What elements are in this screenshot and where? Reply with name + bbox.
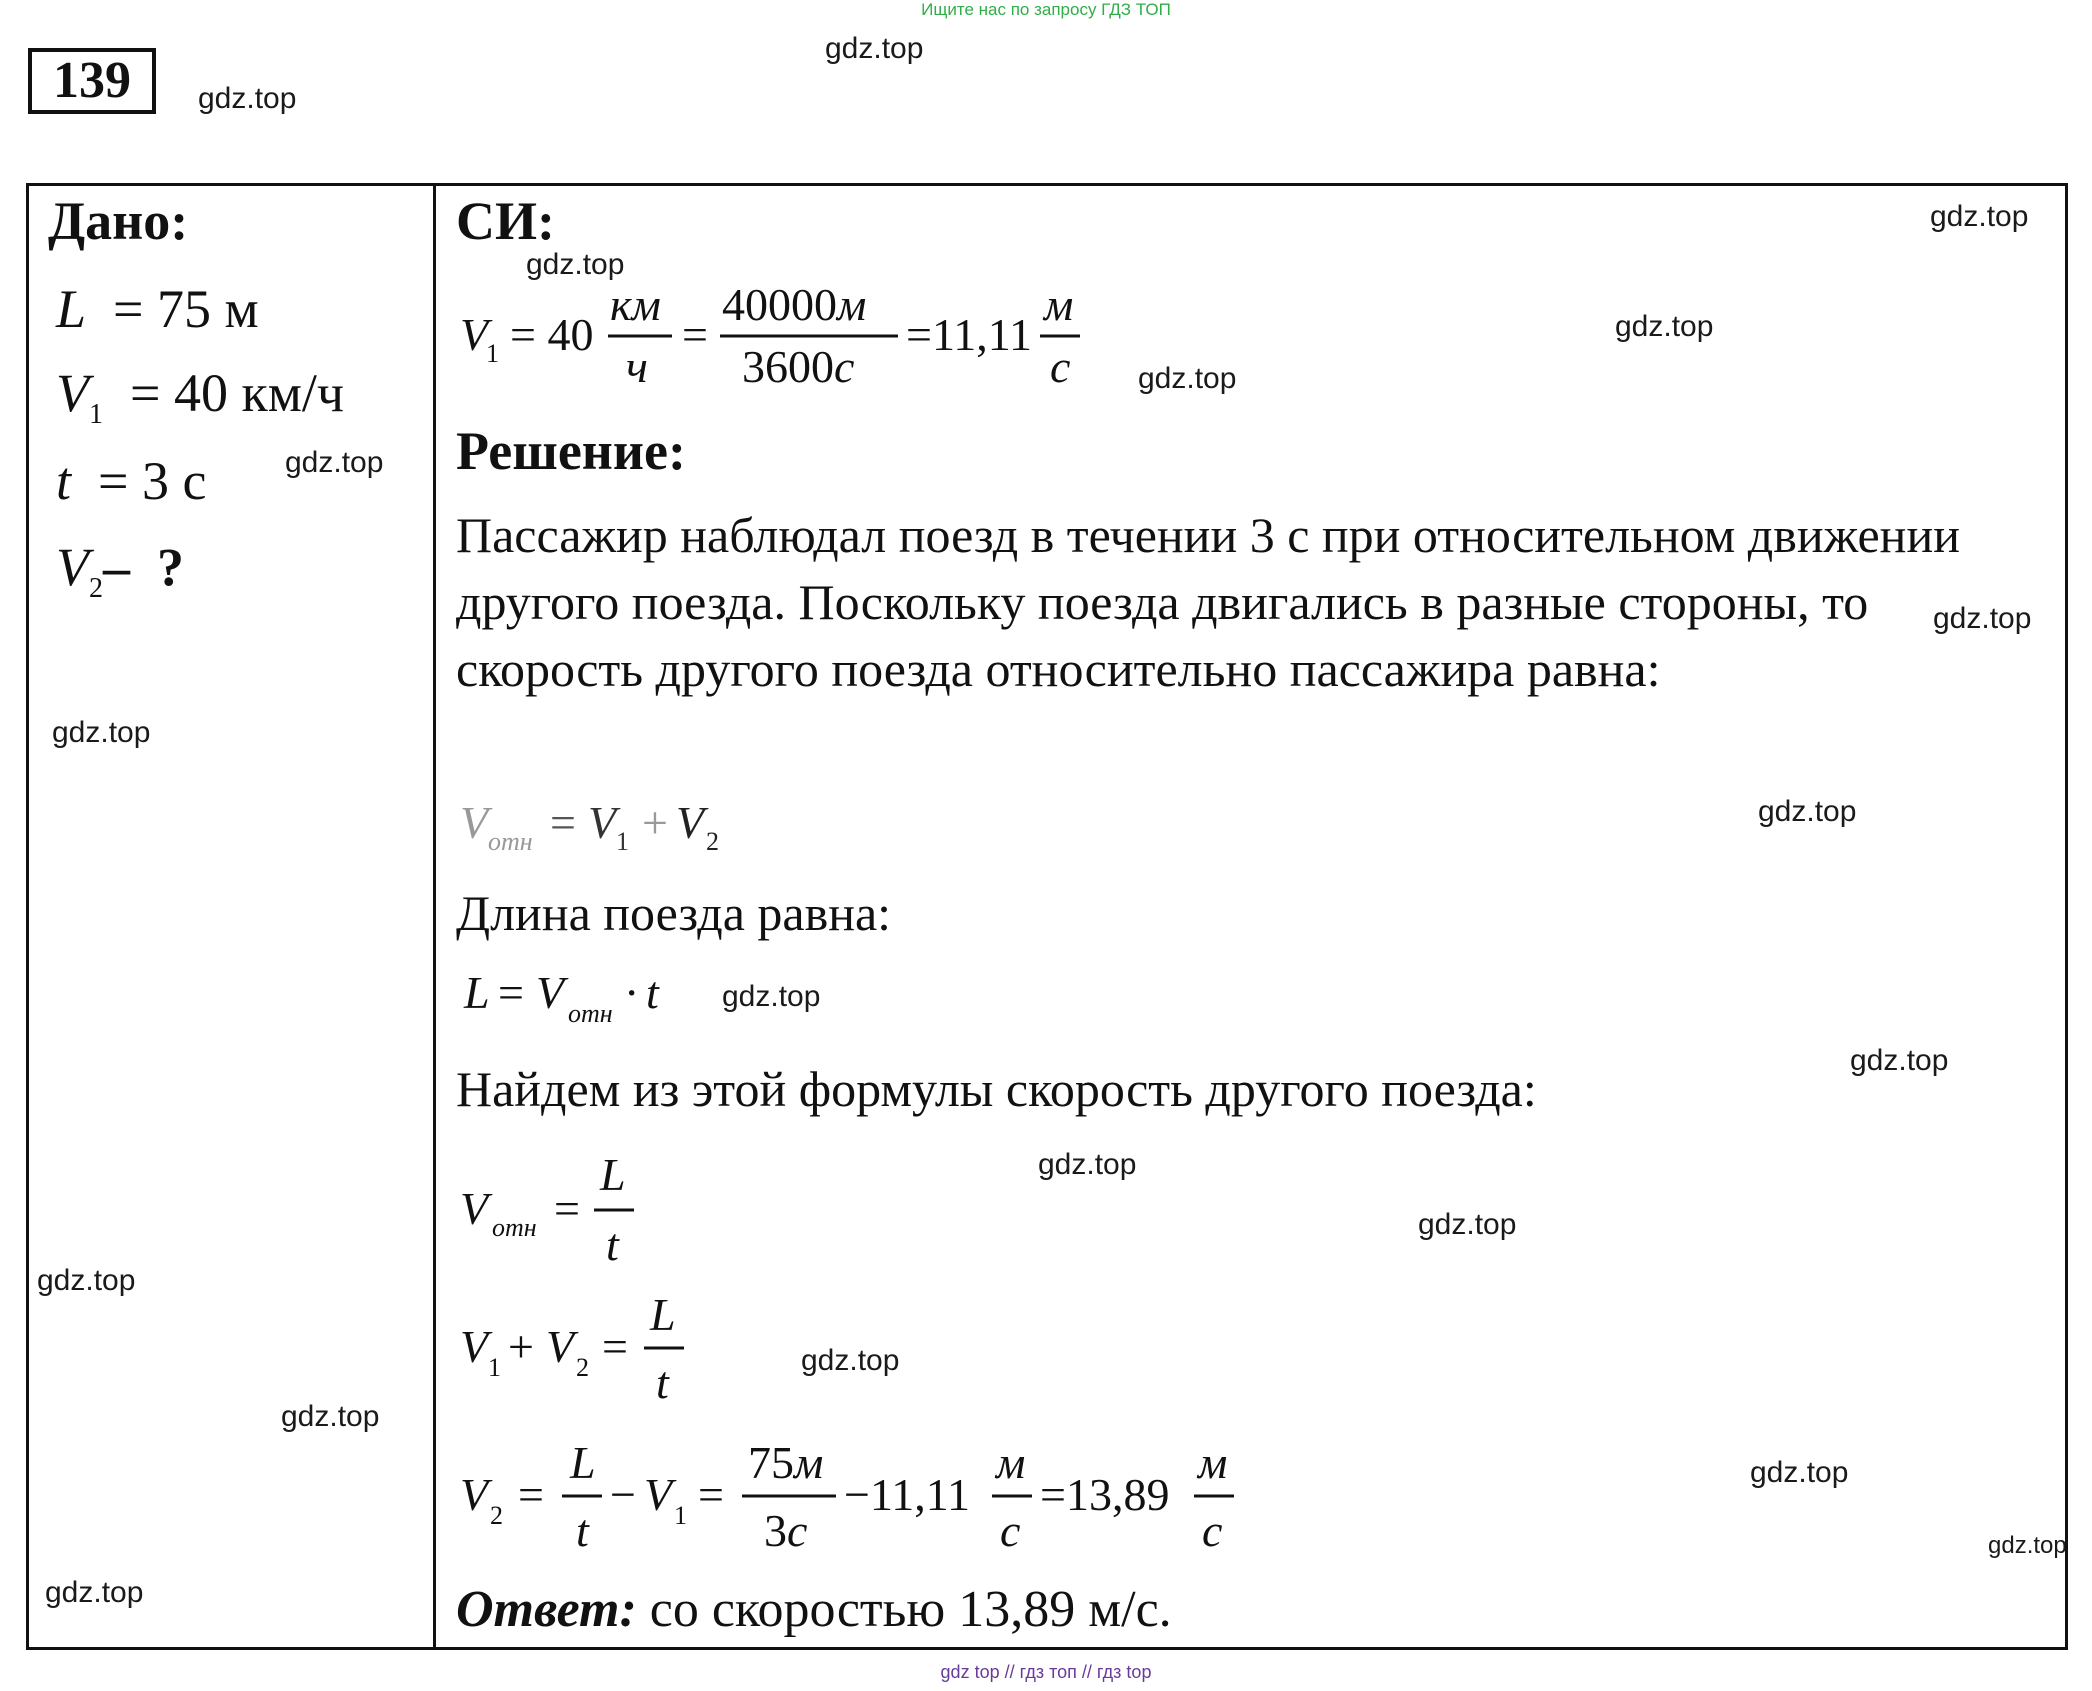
svg-text:=: = [682, 309, 708, 360]
watermark: gdz.top [198, 82, 297, 115]
svg-text:ч: ч [626, 341, 648, 392]
answer-text: со скоростью 13,89 м/с. [649, 1581, 1172, 1638]
svg-text:V: V [460, 1183, 489, 1234]
svg-text:3с: 3с [764, 1505, 808, 1556]
svg-text:L: L [600, 1149, 626, 1200]
svg-text:t: t [576, 1505, 589, 1556]
watermark: gdz.top [37, 1264, 136, 1297]
svg-text:=13,89: =13,89 [1040, 1469, 1170, 1520]
watermark: gdz.top [45, 1576, 144, 1609]
watermark: gdz.top [1750, 1456, 1849, 1489]
given-speed1: $V_1 = 40$ км/ч [56, 363, 345, 430]
watermark: gdz.top [1038, 1148, 1137, 1181]
svg-text:1: 1 [486, 339, 499, 368]
watermark: gdz.top [1850, 1044, 1949, 1077]
watermark: gdz.top [1615, 310, 1714, 343]
watermark: gdz.top [52, 716, 151, 749]
svg-text:V: V [460, 1321, 489, 1372]
formula-sum [452, 1290, 712, 1430]
formula-length [452, 960, 712, 1040]
svg-text:t: t [606, 1219, 619, 1270]
solution-paragraph: Пассажир наблюдал поезд в течении 3 с при относительном движении другого поезда. Поскольку поезда двигались в разные стороны, то скорость другого поезда относительно пассажира равна: [456, 507, 1960, 697]
bottom-banner: gdz top // гдз топ // гдз top [940, 1662, 1152, 1682]
given-unknown: $V_2-$ ? [56, 537, 184, 604]
formula-relative-speed [452, 790, 772, 870]
watermark: gdz.top [526, 248, 625, 281]
svg-text:V: V [676, 797, 705, 848]
svg-text:1: 1 [488, 1353, 501, 1382]
svg-text:V: V [644, 1469, 673, 1520]
svg-text:−: − [610, 1469, 636, 1520]
problem-number: 139 [28, 48, 156, 114]
watermark: gdz.top [1758, 795, 1857, 828]
svg-text:=11,11: =11,11 [906, 309, 1033, 360]
svg-text:отн: отн [492, 1213, 537, 1242]
svg-text:2: 2 [490, 1501, 503, 1530]
svg-text:=: = [550, 797, 576, 848]
svg-text:L: L [650, 1290, 676, 1340]
svg-text:L: L [570, 1438, 596, 1488]
svg-text:75м: 75м [748, 1438, 824, 1488]
watermark: gdz.top [825, 32, 924, 65]
watermark: gdz.top [1138, 362, 1237, 395]
svg-text:=: = [518, 1469, 544, 1520]
svg-text:V: V [546, 1321, 575, 1372]
svg-text:V: V [536, 967, 565, 1018]
watermark: gdz.top [285, 446, 384, 479]
svg-text:+: + [508, 1321, 534, 1372]
svg-text:с: с [1000, 1505, 1021, 1556]
watermark: gdz.top [1933, 602, 2032, 635]
svg-text:= 40: = 40 [510, 309, 594, 360]
svg-text:отн: отн [568, 999, 613, 1028]
svg-text:отн: отн [488, 827, 533, 856]
svg-text:V: V [460, 1469, 489, 1520]
solution-heading: Решение: [456, 421, 686, 481]
formula-relative-from-length [452, 1140, 672, 1280]
given-heading: Дано: [48, 191, 189, 251]
length-text: Длина поезда равна: [456, 885, 892, 941]
svg-text:=: = [698, 1469, 724, 1520]
svg-text:1: 1 [616, 827, 629, 856]
svg-text:2: 2 [576, 1353, 589, 1382]
svg-text:·: · [624, 967, 640, 1018]
watermark: gdz.top [1988, 1532, 2067, 1559]
svg-text:V: V [460, 309, 489, 360]
svg-text:+: + [642, 797, 668, 848]
svg-text:V: V [588, 797, 617, 848]
svg-text:м: м [996, 1438, 1026, 1488]
svg-text:−11,11: −11,11 [844, 1469, 971, 1520]
column-divider [433, 183, 436, 1650]
find-text: Найдем из этой формулы скорость другого поезда: [456, 1061, 1537, 1117]
top-banner: Ищите нас по запросу ГДЗ ТОП [921, 0, 1171, 19]
svg-text:2: 2 [706, 827, 719, 856]
svg-text:м: м [1044, 279, 1074, 330]
watermark: gdz.top [801, 1344, 900, 1377]
svg-text:км: км [610, 279, 661, 330]
svg-text:t: t [656, 1357, 669, 1408]
svg-text:м: м [1198, 1438, 1228, 1488]
si-formula [452, 270, 1092, 400]
watermark: gdz.top [1930, 200, 2029, 233]
svg-text:=: = [554, 1183, 580, 1234]
svg-text:V: V [460, 797, 489, 848]
svg-text:с: с [1202, 1505, 1223, 1556]
si-heading: СИ: [456, 191, 555, 251]
svg-text:1: 1 [674, 1501, 687, 1530]
svg-text:=: = [498, 967, 524, 1018]
watermark: gdz.top [722, 980, 821, 1013]
svg-text:=: = [602, 1321, 628, 1372]
svg-text:L: L [464, 967, 490, 1018]
watermark: gdz.top [281, 1400, 380, 1433]
formula-result [452, 1438, 1252, 1578]
watermark: gdz.top [1418, 1208, 1517, 1241]
svg-text:с: с [1050, 341, 1071, 392]
answer [456, 1580, 1172, 1639]
svg-text:3600с: 3600с [742, 341, 855, 392]
svg-text:40000м: 40000м [722, 279, 867, 330]
answer-label: Ответ: [456, 1581, 637, 1638]
svg-text:t: t [646, 967, 659, 1018]
given-length: L = 75 м [56, 279, 259, 339]
given-time: t = 3 с [56, 451, 207, 511]
